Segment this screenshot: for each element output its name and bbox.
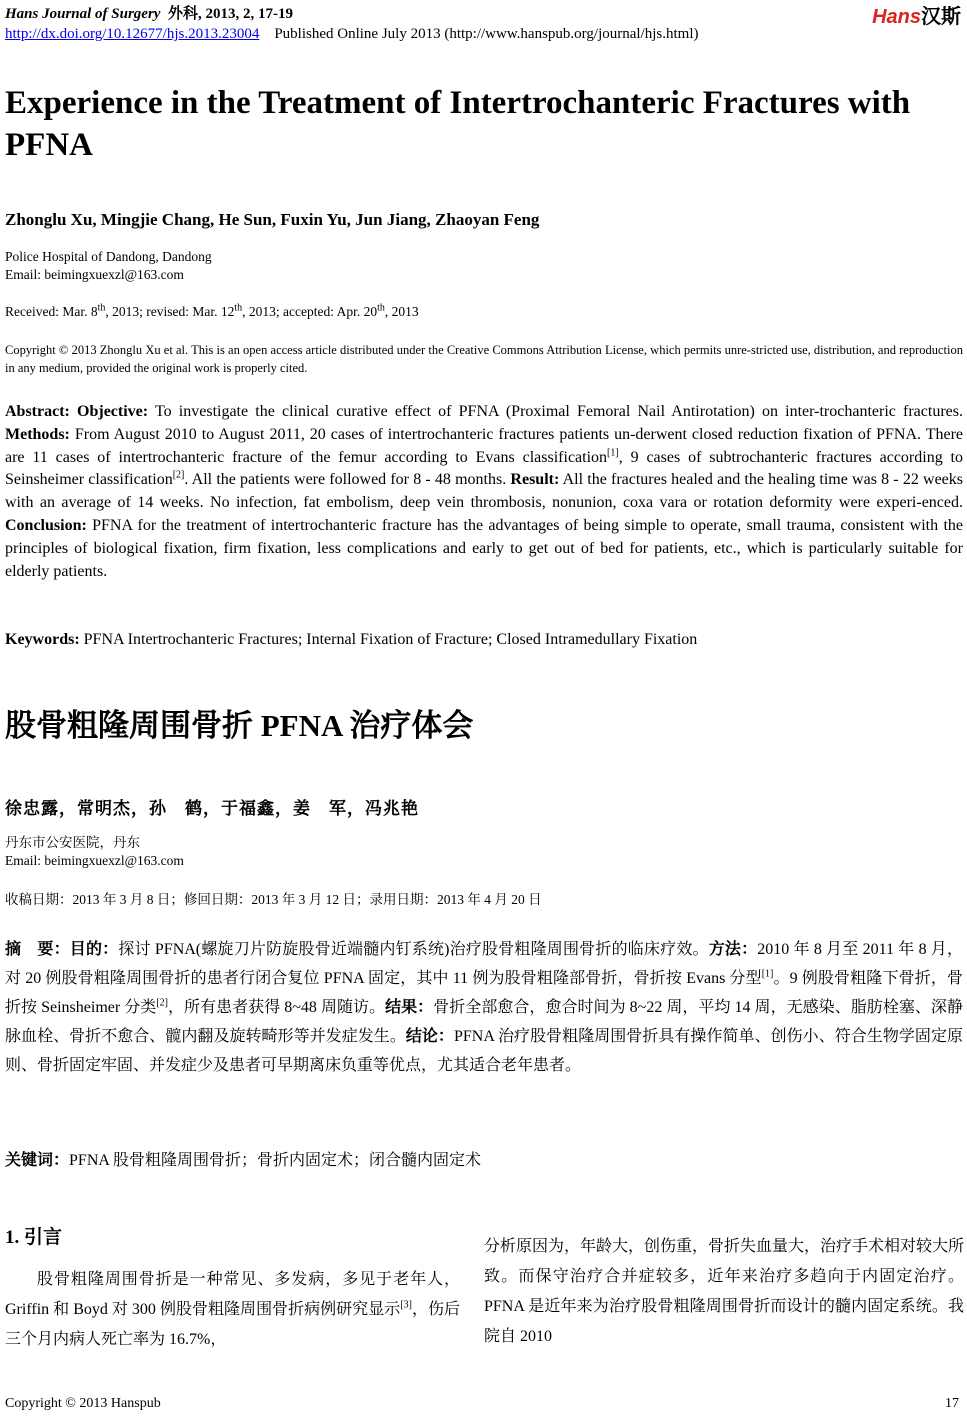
copyright-notice: Copyright © 2013 Zhonglu Xu et al. This is an open access article distributed under the Creative Commons Attribution License, which permits unre-stricted use, distribution, and reproduction in any medium, provided the original work is properly cited. bbox=[5, 343, 963, 375]
body-left-column: 股骨粗隆周围骨折是一种常见、多发病，多见于老年人，Griffin 和 Boyd 对 300 例股骨粗隆周围骨折病例研究显示[3]，伤后三个月内病人死亡率为 16.7%， bbox=[5, 1271, 460, 1348]
received-dates: Received: Mar. 8th, 2013; revised: Mar. 12th, 2013; accepted: Apr. 20th, 2013 bbox=[5, 302, 419, 319]
chinese-authors: 徐忠露，常明杰，孙 鹤，于福鑫，姜 军，冯兆艳 bbox=[5, 799, 419, 818]
hans-logo: Hans汉斯 bbox=[872, 6, 961, 28]
doi-line: http://dx.doi.org/10.12677/hjs.2013.23004 Published Online July 2013 (http://www.hanspub.org/journal/hjs.html) bbox=[5, 26, 699, 42]
chinese-affiliation: 丹东市公安医院，丹东 Email: beimingxuexzl@163.com bbox=[5, 835, 184, 868]
abstract: Abstract: Objective: To investigate the clinical curative effect of PFNA (Proximal Femoral Nail Antirotation) on inter-trochanteric fractures. Methods: From August 2010 to August 2011, 20 cases of intertrochanteric fractures patients un-derwent closed reduction fixation of PFNA. There are 11 cases of intertrochanteric fracture of the femur according to Evans classification[1], 9 cases of subtrochanteric fractures according to Seinsheimer classification[2]. All the patients were followed for 8 - 48 months. Result: All the fractures healed and the healing time was 8 - 22 weeks with an average of 14 weeks. No infection, fat embolism, deep vein thrombosis, nonunion, coxa vara or rotation deformity were experi-enced. Conclusion: PFNA for the treatment of intertrochanteric fracture has the advantages of being simple to operate, small trauma, consistent with the principles of biological fixation, firm fixation, less complications and early to get out of bed for patients, etc., which is particularly suitable for elderly patients. bbox=[5, 403, 964, 580]
chinese-title: 股骨粗隆周围骨折 PFNA 治疗体会 bbox=[5, 708, 474, 743]
journal-header: Hans Journal of Surgery 外科, 2013, 2, 17-19 bbox=[5, 6, 293, 22]
affiliation-block: Police Hospital of Dandong, Dandong Email: beimingxuexzl@163.com bbox=[5, 249, 212, 282]
chinese-dates: 收稿日期：2013 年 3 月 8 日；修回日期：2013 年 3 月 12 日；录用日期：2013 年 4 月 20 日 bbox=[5, 892, 542, 907]
keywords: Keywords: PFNA Intertrochanteric Fractures; Internal Fixation of Fracture; Closed Intramedullary Fixation bbox=[5, 631, 698, 648]
doi-link[interactable]: http://dx.doi.org/10.12677/hjs.2013.23004 bbox=[5, 26, 260, 42]
chinese-abstract: 摘 要：目的：探讨 PFNA(螺旋刀片防旋股骨近端髓内钉系统)治疗股骨粗隆周围骨折的临床疗效。方法：2010 年 8 月至 2011 年 8 月，对 20 例股骨粗隆周围骨折的患者行闭合复位 PFNA 固定，其中 11 例为股骨粗隆部骨折，骨折按 Evans 分型[1]。9 例股骨粗隆下骨折，骨折按 Seinsheimer 分类[2]，所有患者获得 8~48 周随访。结果：骨折全部愈合，愈合时间为 8~22 周，平均 14 周，无感染、脂肪栓塞、深静脉血栓、骨折不愈合、髋内翻及旋转畸形等并发症发生。结论：PFNA 治疗股骨粗隆周围骨折具有操作简单、创伤小、符合生物学固定原则、骨折固定牢固、并发症少及患者可早期离床负重等优点，尤其适合老年患者。 bbox=[5, 941, 963, 1074]
chinese-keywords: 关键词：PFNA 股骨粗隆周围骨折；骨折内固定术；闭合髓内固定术 bbox=[5, 1152, 482, 1169]
authors: Zhonglu Xu, Mingjie Chang, He Sun, Fuxin Yu, Jun Jiang, Zhaoyan Feng bbox=[5, 210, 540, 229]
paper-title: Experience in the Treatment of Intertrochanteric Fractures with PFNA bbox=[5, 85, 911, 163]
section-heading: 1. 引言 bbox=[5, 1227, 63, 1248]
body-right-column: 分析原因为，年龄大，创伤重，骨折失血量大，治疗手术相对较大所致。而保守治疗合并症较多，近年来治疗多趋向于内固定治疗。PFNA 是近年来为治疗股骨粗隆周围骨折而设计的髓内固定系统。我院自 2010 bbox=[484, 1238, 965, 1345]
footer-copyright: Copyright © 2013 Hanspub bbox=[5, 1396, 161, 1411]
page-number: 17 bbox=[945, 1396, 959, 1411]
